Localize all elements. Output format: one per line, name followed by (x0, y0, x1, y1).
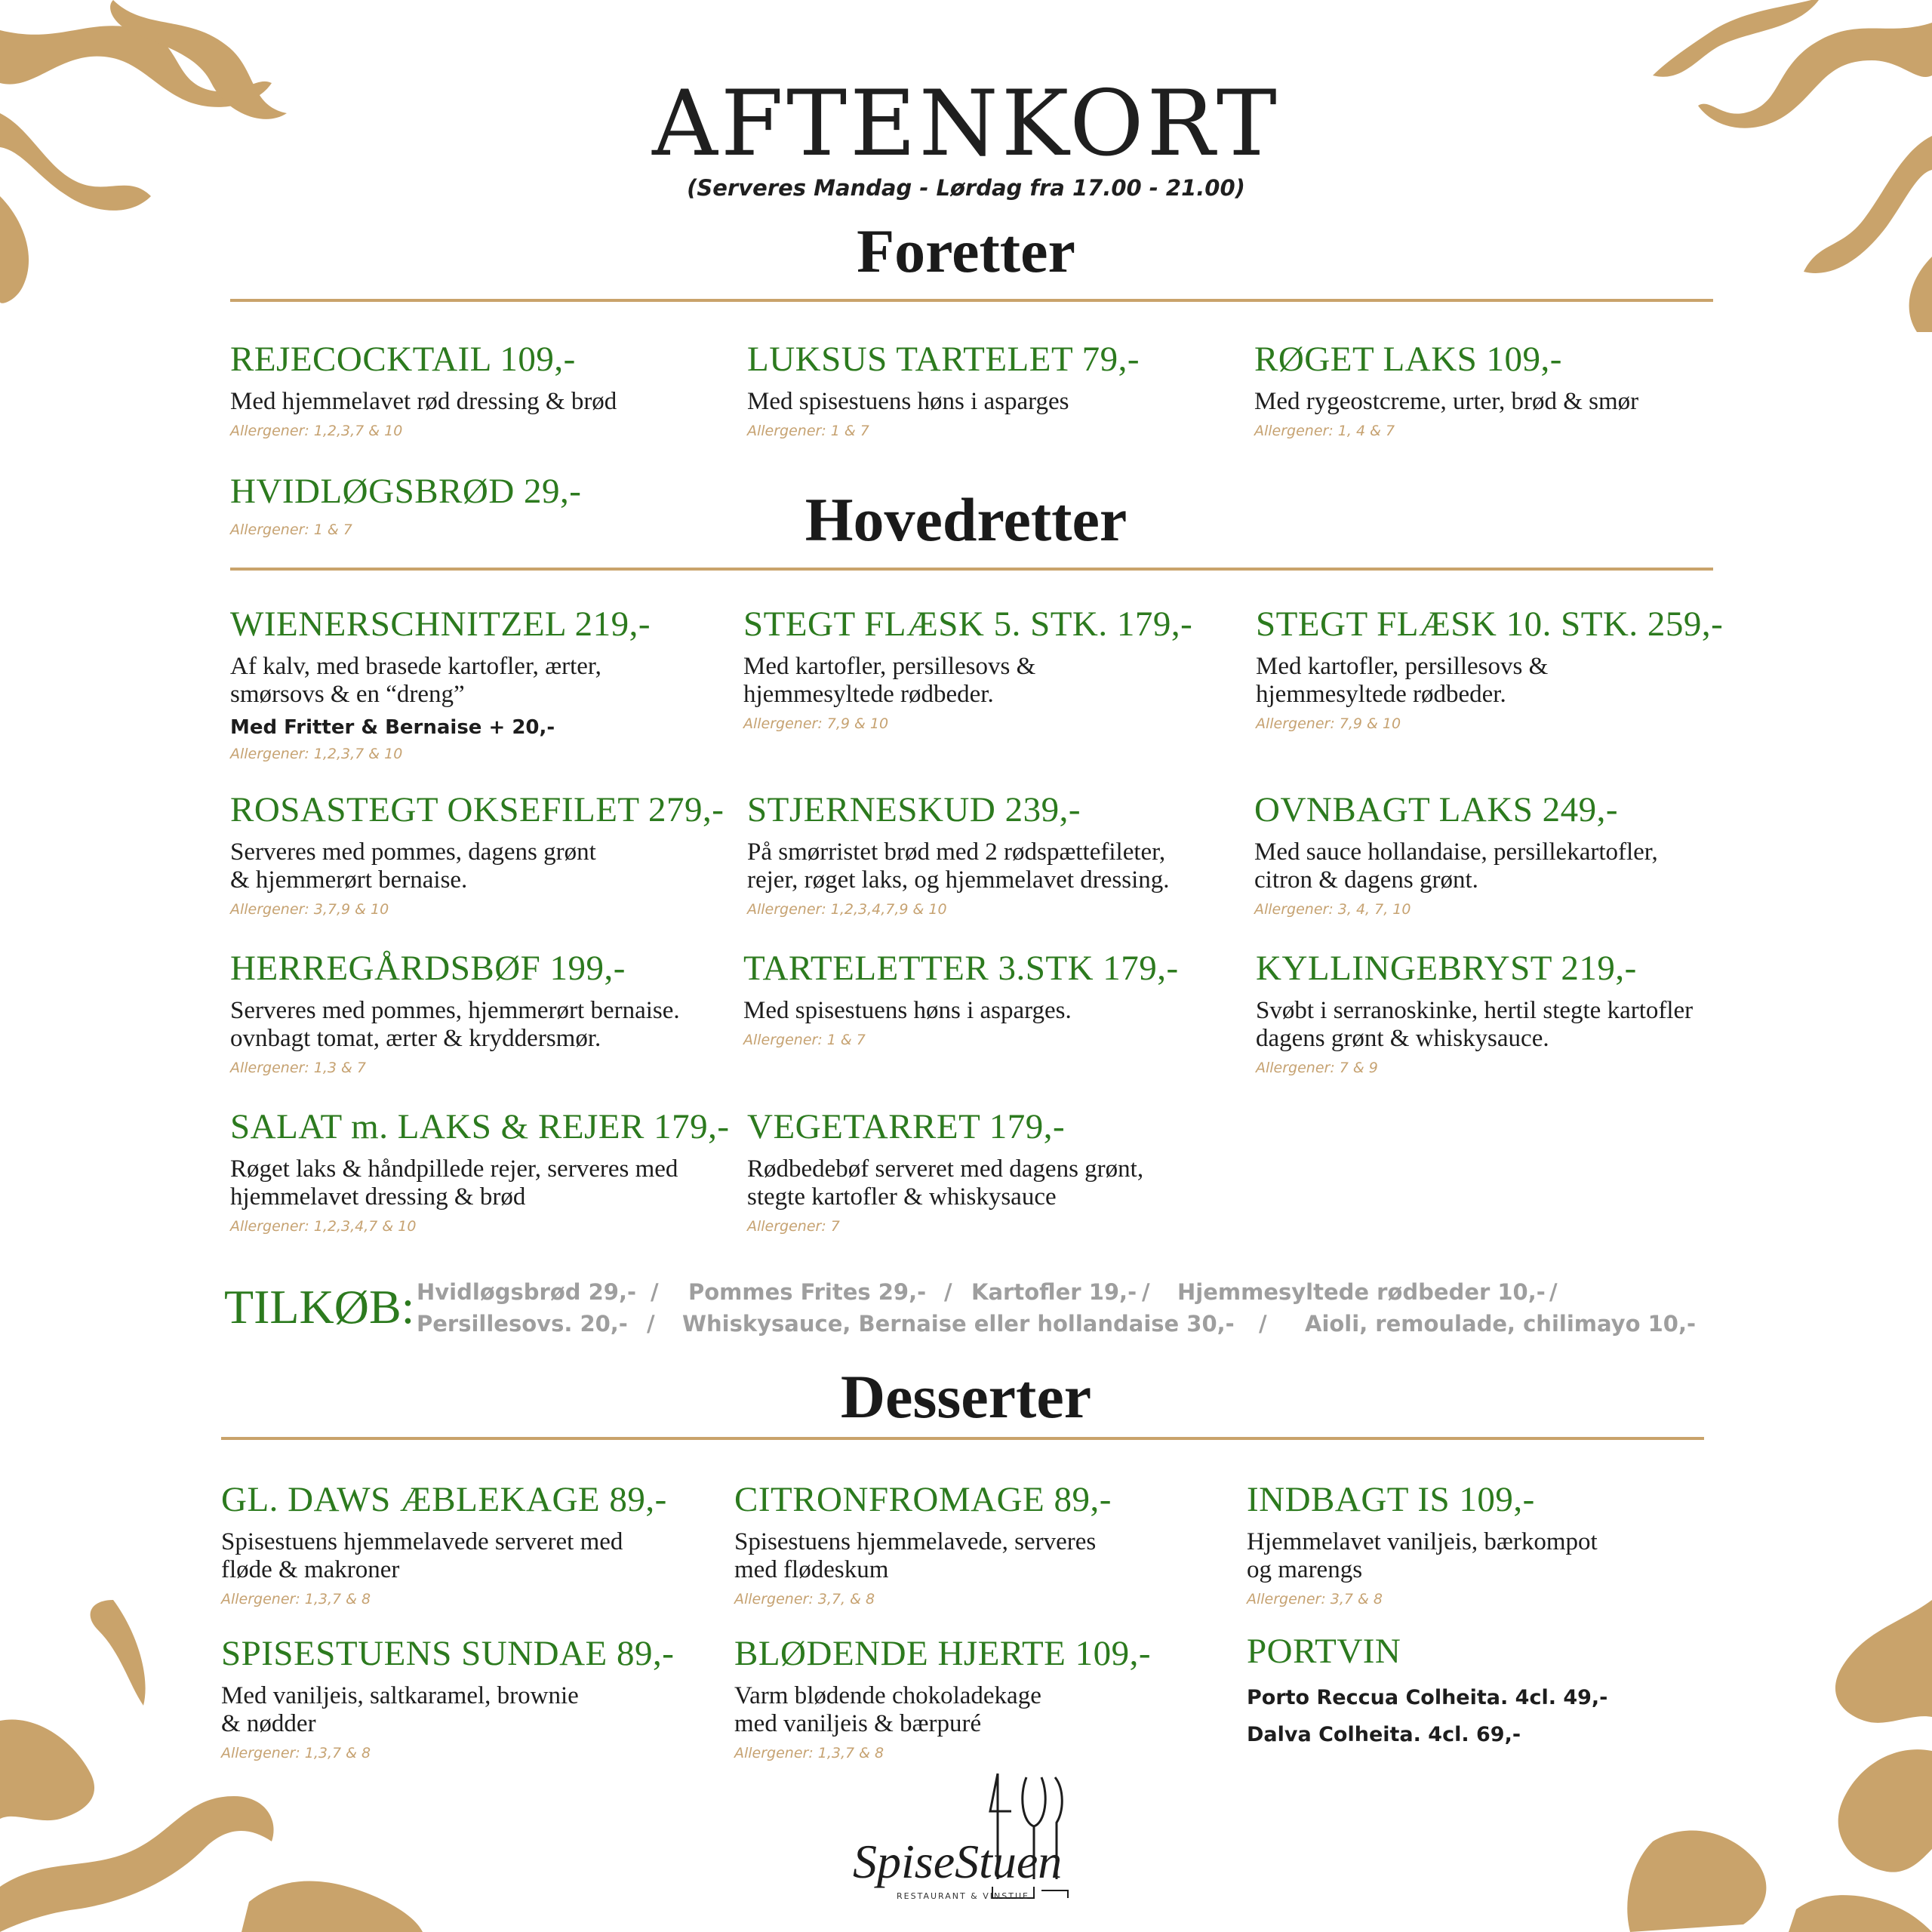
item-name: STEGT FLÆSK 5. STK. 179,- (743, 605, 1193, 644)
item-description: Med sauce hollandaise, persillekartofler, citron & dagens grønt. (1254, 838, 1658, 894)
tilkob-label: TILKØB: (224, 1280, 415, 1334)
menu-item (221, 1636, 704, 1761)
item-allergens: Allergener: 3, 4, 7, 10 (1254, 901, 1411, 918)
item-name: STEGT FLÆSK 10. STK. 259,- (1256, 605, 1724, 644)
item-allergens: Allergener: 7 & 9 (1256, 1060, 1378, 1076)
item-name: ROSASTEGT OKSEFILET 279,- (230, 790, 724, 829)
item-extra-option: Med Fritter & Bernaise + 20,- (230, 716, 555, 739)
addon-item: Kartofler 19,- (971, 1279, 1137, 1305)
menu-item (1247, 1482, 1730, 1607)
item-name: SALAT m. LAKS & REJER 179,- (230, 1107, 730, 1146)
item-allergens: Allergener: 7,9 & 10 (1256, 715, 1401, 732)
item-allergens: Allergener: 3,7 & 8 (1247, 1591, 1383, 1607)
menu-title: AFTENKORT (652, 72, 1280, 177)
restaurant-logo-text: SpiseStuen (853, 1835, 1063, 1888)
item-name: WIENERSCHNITZEL 219,- (230, 605, 651, 644)
item-allergens: Allergener: 1 & 7 (743, 1032, 866, 1048)
item-description: På smørristet brød med 2 rødspættefileter, rejer, røget laks, og hjemmelavet dressing. (747, 838, 1170, 894)
addon-separator: / (651, 1279, 659, 1305)
portvin-title: PORTVIN (1247, 1632, 1401, 1671)
item-allergens: Allergener: 7,9 & 10 (743, 715, 889, 732)
menu-item (230, 790, 724, 918)
item-description: Med vaniljeis, saltkaramel, brownie & nødder (221, 1682, 579, 1737)
item-allergens: Allergener: 7 (747, 1218, 840, 1235)
restaurant-tagline: RESTAURANT & VINSTUE (897, 1891, 1029, 1901)
item-description: Serveres med pommes, dagens grønt & hjemmerørt bernaise. (230, 838, 596, 894)
menu-item (743, 607, 1226, 732)
item-name: SPISESTUENS SUNDAE 89,- (221, 1634, 675, 1673)
menu-item (747, 792, 1230, 918)
item-description: Med kartofler, persillesovs & hjemmesyltede rødbeder. (743, 653, 1036, 708)
section-title-hovedretter: Hovedretter (804, 485, 1128, 554)
item-allergens: Allergener: 1,2,3,7 & 10 (230, 423, 403, 439)
item-name: HERREGÅRDSBØF 199,- (230, 949, 626, 988)
item-allergens: Allergener: 1,2,3,7 & 10 (230, 746, 403, 762)
item-allergens: Allergener: 1,3 & 7 (230, 1060, 366, 1076)
portvin-item: Dalva Colheita. 4cl. 69,- (1247, 1723, 1521, 1746)
menu-item (747, 1109, 1230, 1235)
item-allergens: Allergener: 1 & 7 (230, 521, 352, 538)
item-name: TARTELETTER 3.STK 179,- (743, 949, 1179, 988)
addon-item: Pommes Frites 29,- (688, 1279, 927, 1305)
item-description: Rødbedebøf serveret med dagens grønt, stegte kartofler & whiskysauce (747, 1155, 1144, 1211)
item-name: OVNBAGT LAKS 249,- (1254, 790, 1619, 829)
menu-item (734, 1482, 1217, 1607)
menu-item (747, 342, 1230, 439)
item-description: Varm blødende chokoladekage med vaniljeis & bærpuré (734, 1682, 1041, 1737)
item-description: Svøbt i serranoskinke, hertil stegte kartofler dagens grønt & whiskysauce. (1256, 997, 1694, 1052)
item-description: Med spisestuens høns i asparges. (743, 997, 1072, 1024)
menu-item (1254, 342, 1737, 439)
item-name: BLØDENDE HJERTE 109,- (734, 1634, 1152, 1673)
item-allergens: Allergener: 1, 4 & 7 (1254, 423, 1395, 439)
item-allergens: Allergener: 1 & 7 (747, 423, 869, 439)
item-description: Hjemmelavet vaniljeis, bærkompot og marengs (1247, 1528, 1598, 1583)
item-name: REJECOCKTAIL 109,- (230, 340, 576, 379)
item-name: STJERNESKUD 239,- (747, 790, 1081, 829)
item-description: Med kartofler, persillesovs & hjemmesyltede rødbeder. (1256, 653, 1549, 708)
item-name: RØGET LAKS 109,- (1254, 340, 1562, 379)
item-description: Med spisestuens høns i asparges (747, 388, 1069, 415)
item-allergens: Allergener: 3,7, & 8 (734, 1591, 875, 1607)
item-name: LUKSUS TARTELET 79,- (747, 340, 1140, 379)
item-description: Serveres med pommes, hjemmerørt bernaise. ovnbagt tomat, ærter & kryddersmør. (230, 997, 680, 1052)
section-divider (230, 299, 1713, 302)
portvin-item: Porto Reccua Colheita. 4cl. 49,- (1247, 1686, 1608, 1709)
addon-separator: / (647, 1311, 655, 1337)
addon-separator: / (944, 1279, 952, 1305)
item-description: Spisestuens hjemmelavede serveret med fløde & makroner (221, 1528, 623, 1583)
menu-item (734, 1636, 1217, 1761)
menu-item (743, 951, 1226, 1048)
item-allergens: Allergener: 3,7,9 & 10 (230, 901, 389, 918)
addon-separator: / (1142, 1279, 1150, 1305)
item-name: VEGETARRET 179,- (747, 1107, 1066, 1146)
menu-item (1256, 951, 1784, 1076)
section-divider (221, 1437, 1704, 1440)
item-allergens: Allergener: 1,3,7 & 8 (221, 1591, 371, 1607)
addon-item: Aioli, remoulade, chilimayo 10,- (1305, 1311, 1696, 1337)
portvin-block (1247, 1634, 1730, 1746)
item-allergens: Allergener: 1,3,7 & 8 (221, 1745, 371, 1761)
addon-item: Hjemmesyltede rødbeder 10,- (1177, 1279, 1546, 1305)
section-divider (230, 568, 1713, 571)
menu-item (1256, 607, 1739, 732)
menu-item (230, 607, 713, 762)
item-name: INDBAGT IS 109,- (1247, 1480, 1535, 1519)
menu-item (230, 1107, 730, 1235)
addon-separator: / (1549, 1279, 1558, 1305)
addon-item: Persillesovs. 20,- (417, 1311, 628, 1337)
item-name: GL. DAWS ÆBLEKAGE 89,- (221, 1480, 667, 1519)
item-description: Med hjemmelavet rød dressing & brød (230, 388, 617, 415)
item-allergens: Allergener: 1,3,7 & 8 (734, 1745, 884, 1761)
addon-item: Whiskysauce, Bernaise eller hollandaise 30,- (682, 1311, 1235, 1337)
item-description: Spisestuens hjemmelavede, serveres med flødeskum (734, 1528, 1097, 1583)
item-name: HVIDLØGSBRØD 29,- (230, 472, 582, 511)
section-title-forretter: Foretter (857, 217, 1075, 285)
serving-hours: (Serveres Mandag - Lørdag fra 17.00 - 21.00) (687, 175, 1245, 201)
item-description: Af kalv, med brasede kartofler, ærter, smørsovs & en “dreng” (230, 653, 601, 708)
item-name: KYLLINGEBRYST 219,- (1256, 949, 1637, 988)
item-allergens: Allergener: 1,2,3,4,7,9 & 10 (747, 901, 947, 918)
menu-item (221, 1482, 704, 1607)
menu-item (1254, 792, 1737, 918)
item-allergens: Allergener: 1,2,3,4,7 & 10 (230, 1218, 417, 1235)
item-description: Med rygeostcreme, urter, brød & smør (1254, 388, 1639, 415)
section-title-desserter: Desserter (840, 1362, 1092, 1431)
addon-item: Hvidløgsbrød 29,- (417, 1279, 637, 1305)
item-name: CITRONFROMAGE 89,- (734, 1480, 1112, 1519)
menu-item (230, 342, 713, 439)
menu-item (230, 951, 713, 1076)
item-description: Røget laks & håndpillede rejer, serveres med hjemmelavet dressing & brød (230, 1155, 678, 1211)
addon-separator: / (1259, 1311, 1267, 1337)
